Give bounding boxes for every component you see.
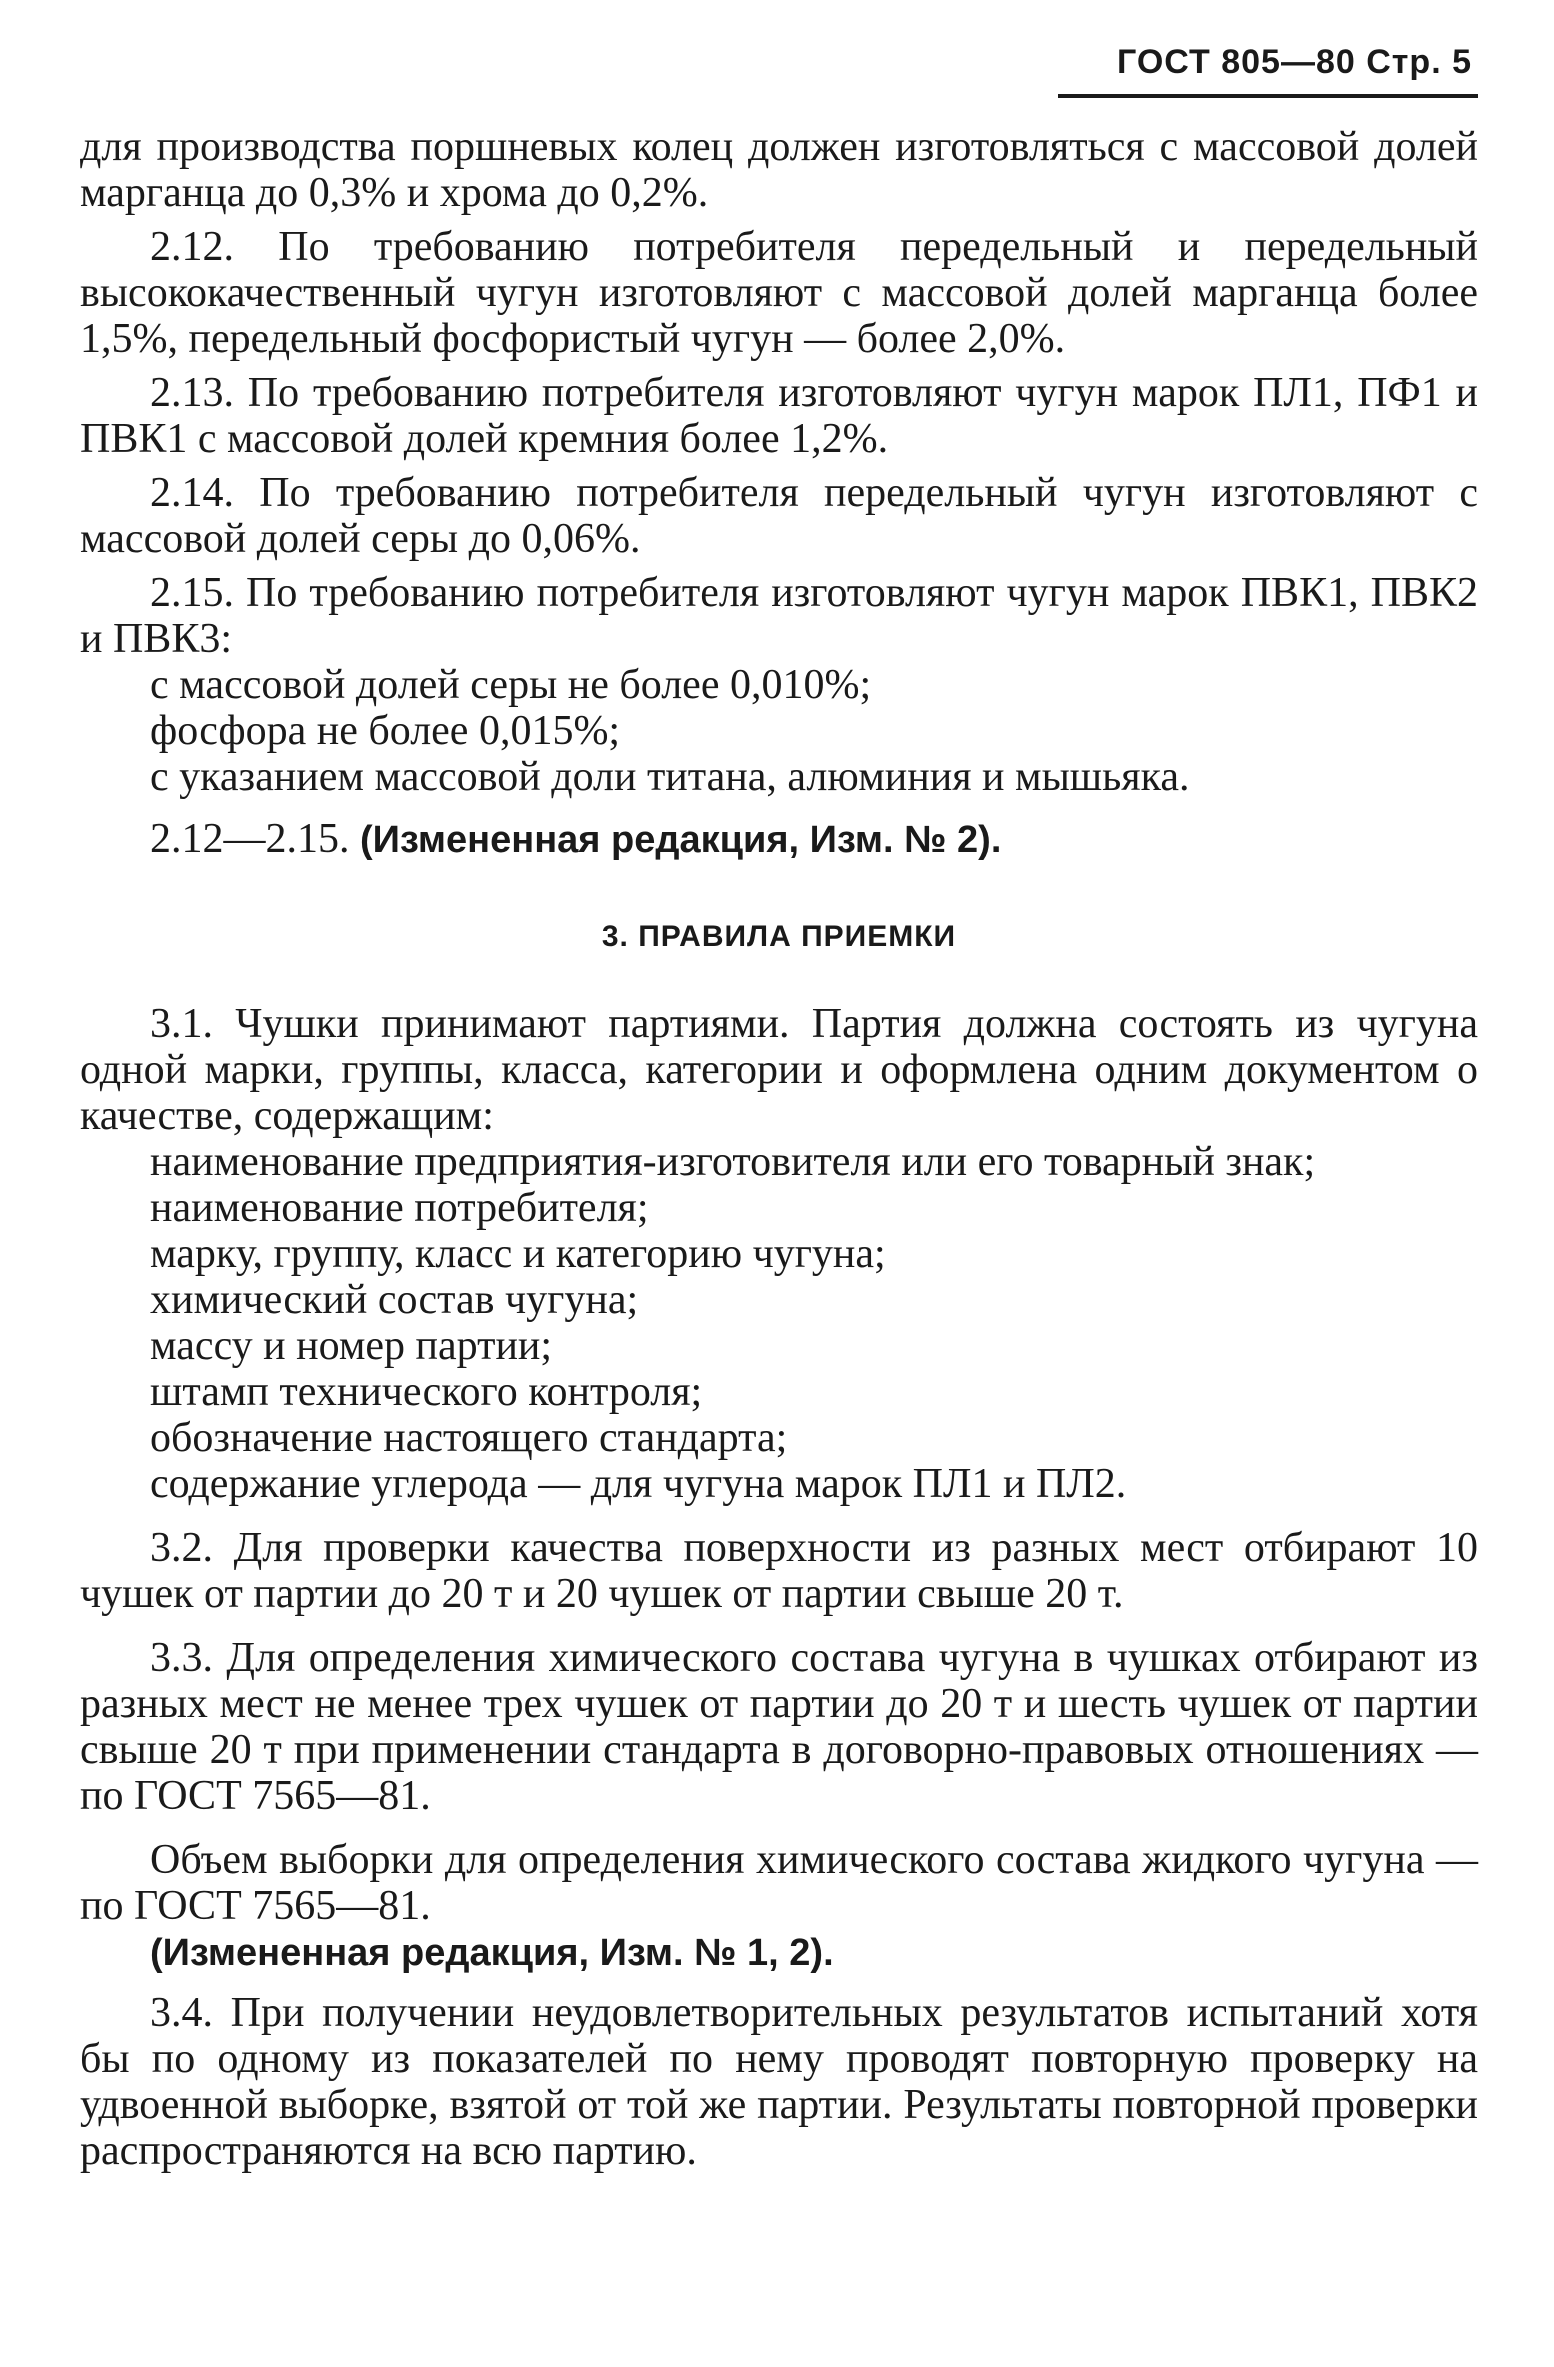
amendment-text: (Измененная редакция, Изм. № 1, 2). [150,1932,834,1974]
amendment-range: 2.12—2.15. [150,816,350,862]
paragraph-3-2: 3.2. Для проверки качества поверхности из разных мест отбирают 10 чушек от партии до 20 т и 20 чушек от партии свыше 20 т. [80,1525,1478,1617]
list-item-3-1: наименование потребителя; [150,1185,649,1231]
paragraph-intro: для производства поршневых колец должен изготовляться с массовой долей марганца до 0,3% и хрома до 0,2%. [80,124,1478,216]
list-item-3-1: массу и номер партии; [150,1323,553,1369]
list-item-3-1: марку, группу, класс и категорию чугуна; [150,1231,886,1277]
list-item-2-15: фосфора не более 0,015%; [150,708,621,754]
paragraph-2-12: 2.12. По требованию потребителя передельный и передельный высококачественный чугун изготовляют с массовой долей марганца более 1,5%, передельный фосфористый чугун — более 2,0%. [80,224,1478,362]
header-rule [1058,94,1478,98]
list-item-3-1: наименование предприятия-изготовителя или его товарный знак; [150,1139,1316,1185]
paragraph-2-14: 2.14. По требованию потребителя передельный чугун изготовляют с массовой долей серы до 0,06%. [80,470,1478,562]
list-item-3-1: обозначение настоящего стандарта; [150,1415,788,1461]
list-item-2-15: с указанием массовой доли титана, алюминия и мышьяка. [150,754,1190,800]
section-title: 3. ПРАВИЛА ПРИЕМКИ [601,920,957,953]
paragraph-3-3: 3.3. Для определения химического состава чугуна в чушках отбирают из разных мест не менее трех чушек от партии до 20 т и шесть чушек от партии свыше 20 т при применении стандарта в договорно-правовых отношениях — по ГОСТ 7565—81. [80,1635,1478,1819]
list-item-3-1: штамп технического контроля; [150,1369,703,1415]
page-header: ГОСТ 805—80 Стр. 5 [1117,43,1472,81]
amendment-text: (Измененная редакция, Изм. № 2). [360,819,1002,861]
document-page [80,40,1478,2174]
paragraph-volume: Объем выборки для определения химического состава жидкого чугуна — по ГОСТ 7565—81. [80,1837,1478,1929]
amendment-note-2 [80,816,1478,863]
paragraph-2-13: 2.13. По требованию потребителя изготовляют чугун марок ПЛ1, ПФ1 и ПВК1 с массовой долей кремния более 1,2%. [80,370,1478,462]
paragraph-2-15: 2.15. По требованию потребителя изготовляют чугун марок ПВК1, ПВК2 и ПВК3: [80,570,1478,662]
list-item-3-1: химический состав чугуна; [150,1277,639,1323]
list-item-3-1: содержание углерода — для чугуна марок ПЛ1 и ПЛ2. [150,1461,1127,1507]
amendment-note-3-3 [80,1929,1478,1976]
paragraph-3-4: 3.4. При получении неудовлетворительных результатов испытаний хотя бы по одному из показателей по нему проводят повторную проверку на удвоенной выборке, взятой от той же партии. Результаты повторной проверки распространяются на всю партию. [80,1990,1478,2174]
list-item-2-15: с массовой долей серы не более 0,010%; [150,662,872,708]
paragraph-3-1: 3.1. Чушки принимают партиями. Партия должна состоять из чугуна одной марки, группы, класса, категории и оформлена одним документом о качестве, содержащим: [80,1001,1478,1139]
